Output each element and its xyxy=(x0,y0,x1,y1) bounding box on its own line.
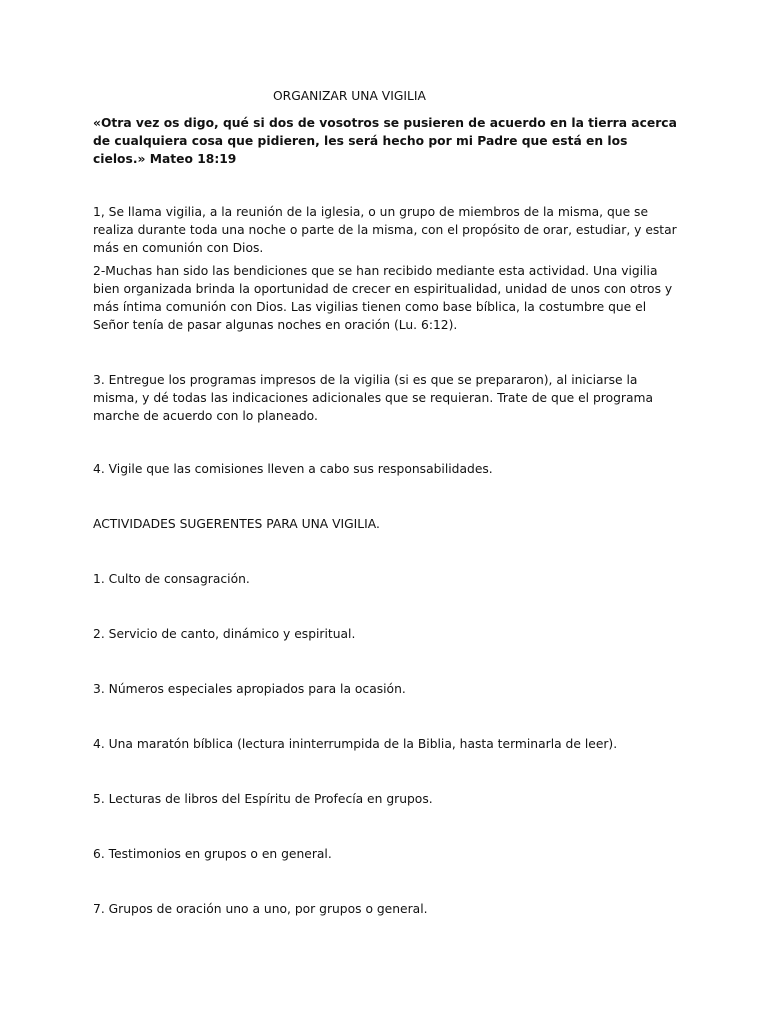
activity-item: 3. Números especiales apropiados para la ocasión. xyxy=(93,682,406,696)
bible-quote: «Otra vez os digo, qué si dos de vosotros se pusieren de acuerdo en la tierra acerca de cualquiera cosa que pidieren, les será hecho por mi Padre que está en los cielos.» Mateo 18:19 xyxy=(93,116,677,166)
paragraph-commissions: 4. Vigile que las comisiones lleven a cabo sus responsabilidades. xyxy=(93,462,493,476)
activity-item: 7. Grupos de oración uno a uno, por grupos o general. xyxy=(93,902,428,916)
activity-item: 5. Lecturas de libros del Espíritu de Profecía en grupos. xyxy=(93,792,433,806)
paragraph-definition: 1, Se llama vigilia, a la reunión de la iglesia, o un grupo de miembros de la misma, que se realiza durante toda una noche o parte de la misma, con el propósito de orar, estudiar, y estar más en comunión con Dios. xyxy=(93,205,677,255)
page-title: ORGANIZAR UNA VIGILIA xyxy=(273,89,426,103)
paragraph-blessings: 2-Muchas han sido las bendiciones que se han recibido mediante esta actividad. Una vigilia bien organizada brinda la oportunidad de crecer en espiritualidad, unidad de unos con otros y más íntima comunión con Dios. Las vigilias tienen como base bíblica, la costumbre que el Señor tenía de pasar algunas noches en oración (Lu. 6:12). xyxy=(93,264,673,332)
activity-item: 6. Testimonios en grupos o en general. xyxy=(93,847,332,861)
activity-item: 2. Servicio de canto, dinámico y espiritual. xyxy=(93,627,356,641)
activity-item: 1. Culto de consagración. xyxy=(93,572,250,586)
section-heading: ACTIVIDADES SUGERENTES PARA UNA VIGILIA. xyxy=(93,517,380,531)
paragraph-programs: 3. Entregue los programas impresos de la vigilia (si es que se prepararon), al iniciarse la misma, y dé todas las indicaciones adicionales que se requieran. Trate de que el programa marche de acuerdo con lo planeado. xyxy=(93,373,654,423)
activity-item: 4. Una maratón bíblica (lectura ininterrumpida de la Biblia, hasta terminarla de leer). xyxy=(93,737,618,751)
document-body xyxy=(93,87,683,955)
